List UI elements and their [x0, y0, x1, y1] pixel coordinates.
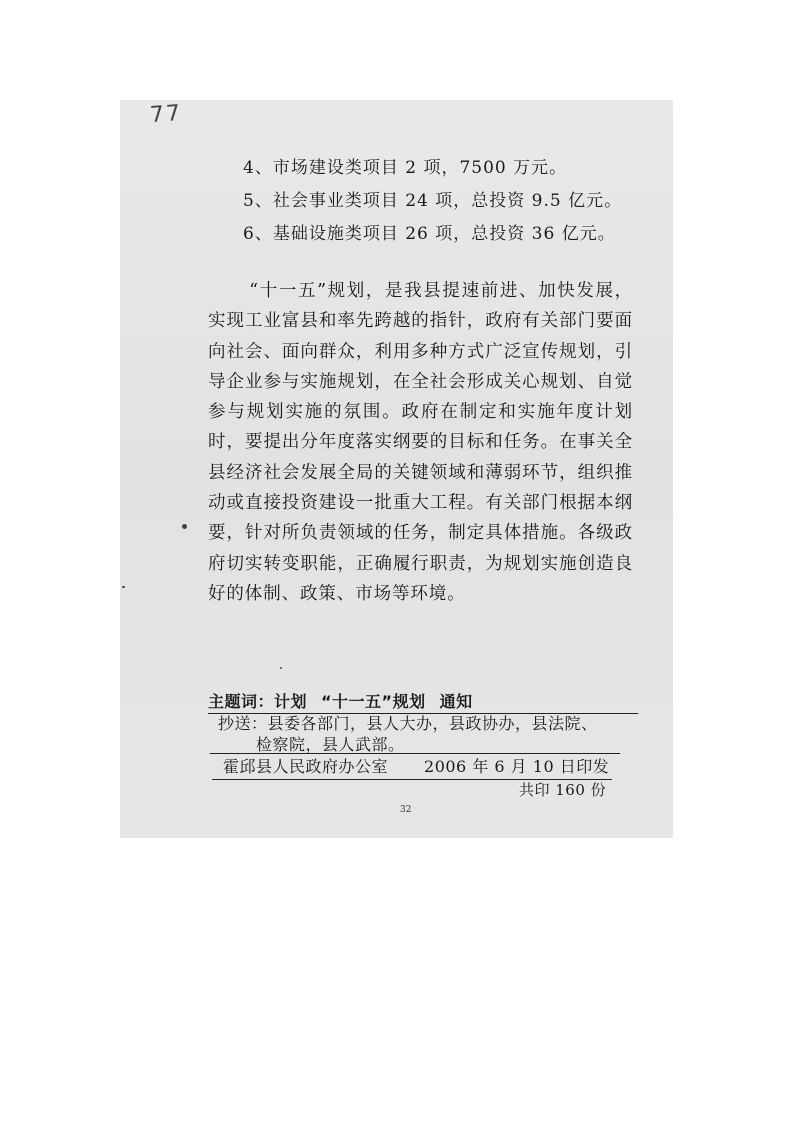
cc-line: 抄送：县委各部门，县人大办，县政协办，县法院、	[218, 714, 598, 733]
print-count: 共印 160 份	[519, 781, 607, 799]
issuer-office: 霍邱县人民政府办公室	[223, 757, 389, 776]
list-item: 5、社会事业类项目 24 项，总投资 9.5 亿元。	[243, 191, 623, 211]
list-item: 6、基础设施类项目 26 项，总投资 36 亿元。	[243, 224, 616, 244]
scan-speck	[122, 586, 125, 588]
issuer-line	[223, 756, 623, 778]
scan-speck	[182, 524, 187, 529]
cc-line: 检察院，县人武部。	[256, 735, 405, 754]
body-paragraph: “十一五”规划，是我县提速前进、加快发展，实现工业富县和率先跨越的指针，政府有关部门要面向社会、面向群众，利用多种方式广泛宣传规划，引导企业参与实施规划，在全社会形成关心规划、自觉参与规划实施的氛围。政府在制定和实施年度计划时，要提出分年度落实纲要的目标和任务。在事关全县经济社会发展全局的关键领域和薄弱环节，组织推动或直接投资建设一批重大工程。有关部门根据本纲要，针对所负责领域的任务，制定具体措施。各级政府切实转变职能，正确履行职责，为规划实施创造良好的体制、政策、市场等环境。	[208, 281, 633, 604]
handwritten-mark: 77	[149, 100, 183, 129]
project-list	[243, 152, 622, 251]
page-number: 32	[400, 805, 412, 815]
issue-date: 2006 年 6 月 10 日印发	[424, 757, 610, 776]
cc-recipients	[218, 713, 618, 755]
list-item: 4、市场建设类项目 2 项，7500 万元。	[243, 158, 568, 178]
subject-keyword: “十一五”规划	[321, 692, 426, 711]
scan-speck	[280, 667, 282, 669]
scanned-page	[120, 100, 673, 838]
subject-keyword: 通知	[439, 692, 473, 711]
subject-keyword: 计划	[274, 692, 308, 711]
subject-label: 主题词：	[208, 692, 275, 711]
subject-keywords	[208, 692, 638, 714]
divider	[210, 753, 620, 754]
